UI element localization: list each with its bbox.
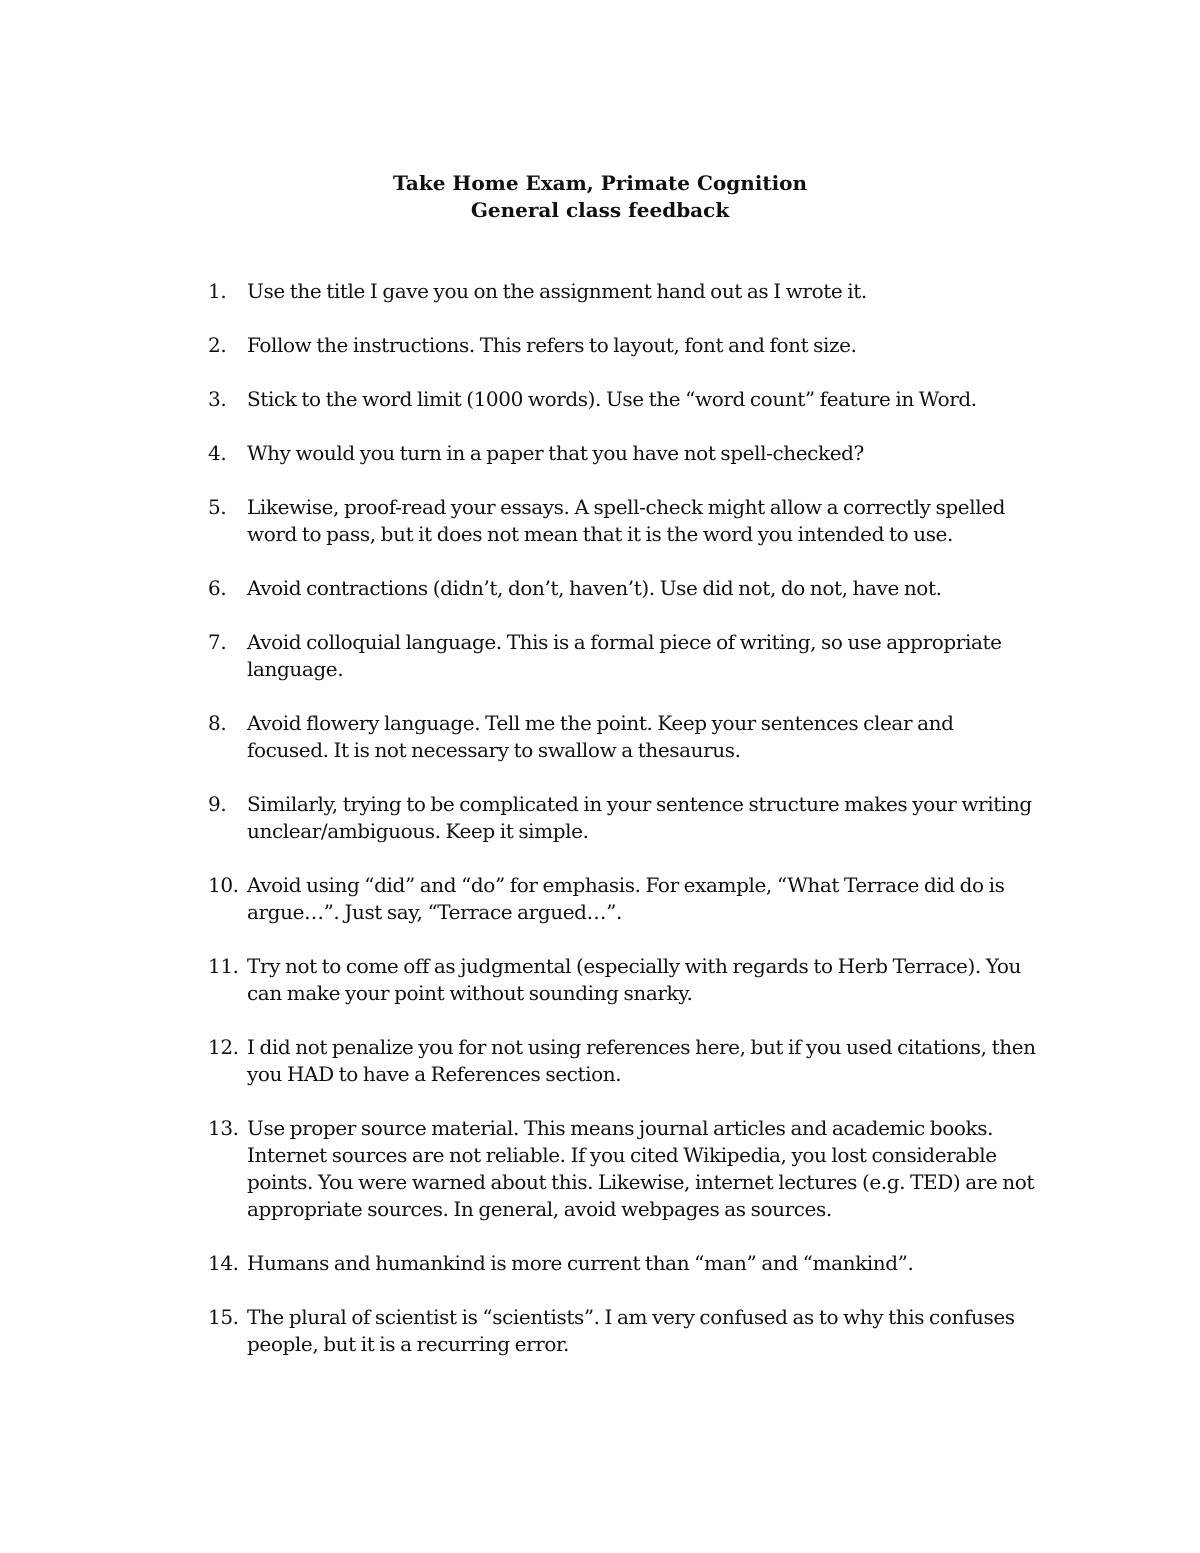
- item-number: 8.: [208, 711, 227, 735]
- document-title: Take Home Exam, Primate Cognition: [392, 171, 808, 195]
- item-text: Why would you turn in a paper that you have not spell-checked?: [247, 441, 864, 465]
- item-text: Use the title I gave you on the assignment hand out as I wrote it.: [247, 279, 867, 303]
- list-item: [208, 629, 1038, 683]
- list-item: [208, 1250, 1038, 1277]
- list-item: [208, 440, 1038, 467]
- item-text: Similarly, trying to be complicated in your sentence structure makes your writing unclear/ambiguous. Keep it simple.: [247, 792, 1032, 843]
- title-block: [0, 170, 1200, 224]
- item-number: 2.: [208, 333, 227, 357]
- item-number: 7.: [208, 630, 227, 654]
- list-item: [208, 872, 1038, 926]
- list-item: [208, 710, 1038, 764]
- list-item: [208, 332, 1038, 359]
- item-text: I did not penalize you for not using references here, but if you used citations, then you HAD to have a References section.: [247, 1035, 1036, 1086]
- item-text: Humans and humankind is more current than “man” and “mankind”.: [247, 1251, 914, 1275]
- item-text: Avoid contractions (didn’t, don’t, haven’t). Use did not, do not, have not.: [247, 576, 942, 600]
- feedback-list: [208, 278, 1038, 1385]
- item-number: 6.: [208, 576, 227, 600]
- item-number: 3.: [208, 387, 227, 411]
- list-item: [208, 386, 1038, 413]
- list-item: [208, 494, 1038, 548]
- list-item: [208, 791, 1038, 845]
- item-text: Likewise, proof-read your essays. A spell-check might allow a correctly spelled word to pass, but it does not mean that it is the word you intended to use.: [247, 495, 1006, 546]
- document-subtitle: General class feedback: [470, 198, 730, 222]
- list-item: [208, 575, 1038, 602]
- item-text: The plural of scientist is “scientists”. I am very confused as to why this confuses people, but it is a recurring error.: [247, 1305, 1015, 1356]
- list-item: [208, 1115, 1038, 1223]
- list-item: [208, 1304, 1038, 1358]
- item-number: 11.: [208, 954, 239, 978]
- item-number: 15.: [208, 1305, 239, 1329]
- list-item: [208, 278, 1038, 305]
- item-text: Follow the instructions. This refers to layout, font and font size.: [247, 333, 857, 357]
- list-item: [208, 1034, 1038, 1088]
- item-text: Avoid using “did” and “do” for emphasis. For example, “What Terrace did do is argue…”. Just say, “Terrace argued…”.: [247, 873, 1005, 924]
- item-text: Stick to the word limit (1000 words). Use the “word count” feature in Word.: [247, 387, 977, 411]
- item-number: 10.: [208, 873, 239, 897]
- list-item: [208, 953, 1038, 1007]
- item-text: Avoid flowery language. Tell me the point. Keep your sentences clear and focused. It is not necessary to swallow a thesaurus.: [247, 711, 954, 762]
- item-number: 12.: [208, 1035, 239, 1059]
- item-number: 5.: [208, 495, 227, 519]
- item-number: 14.: [208, 1251, 239, 1275]
- item-text: Avoid colloquial language. This is a formal piece of writing, so use appropriate language.: [247, 630, 1002, 681]
- item-text: Use proper source material. This means journal articles and academic books. Internet sources are not reliable. If you cited Wikipedia, you lost considerable points. You were warned about this. Likewise, internet lectures (e.g. TED) are not appropriate sources. In general, avoid webpages as sources.: [247, 1116, 1035, 1221]
- item-number: 4.: [208, 441, 227, 465]
- item-number: 9.: [208, 792, 227, 816]
- item-text: Try not to come off as judgmental (especially with regards to Herb Terrace). You can make your point without sounding snarky.: [247, 954, 1021, 1005]
- item-number: 1.: [208, 279, 227, 303]
- item-number: 13.: [208, 1116, 239, 1140]
